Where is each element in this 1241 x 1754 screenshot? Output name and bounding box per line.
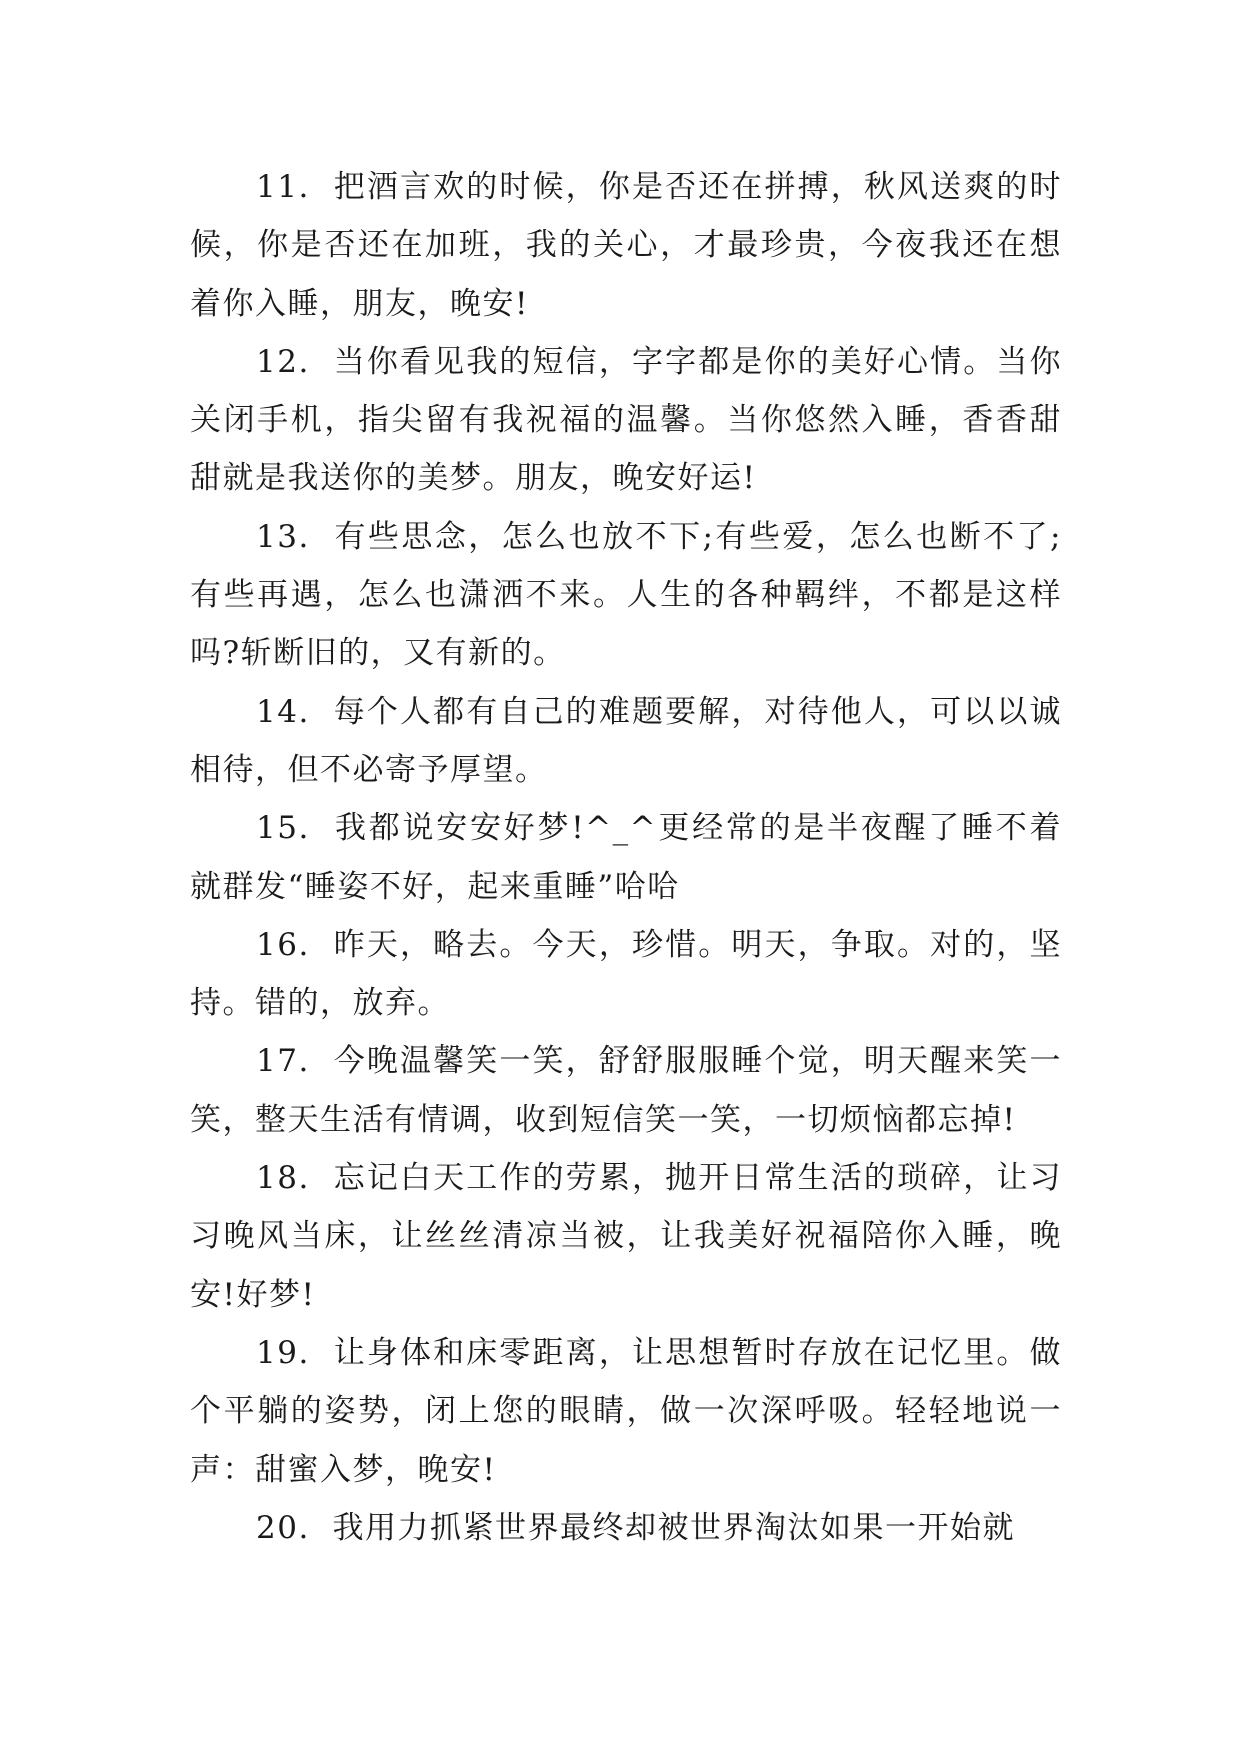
paragraph-text: 每个人都有自己的难题要解，对待他人，可以以诚相待，但不必寄予厚望。 [190,693,1062,788]
paragraph-20 [190,1499,1062,1557]
paragraph-text: 让身体和床零距离，让思想暂时存放在记忆里。做个平躺的姿势，闭上您的眼睛，做一次深呼吸。轻轻地说一声：甜蜜入梦，晚安! [190,1334,1062,1488]
paragraph-11 [190,158,1062,333]
paragraph-number: 16. [256,926,310,963]
paragraph-15 [190,799,1062,916]
paragraph-12 [190,333,1062,508]
document-body [190,158,1062,1557]
paragraph-text: 我用力抓紧世界最终却被世界淘汰如果一开始就 [332,1509,1016,1546]
paragraph-number: 12. [256,343,310,380]
paragraph-18 [190,1149,1062,1324]
paragraph-number: 11. [256,169,310,205]
paragraph-14 [190,683,1062,800]
paragraph-number: 17. [256,1043,310,1080]
paragraph-text: 忘记白天工作的劳累，抛开日常生活的琐碎，让习习晚风当床，让丝丝清凉当被，让我美好祝福陪你入睡，晚安!好梦! [190,1160,1062,1313]
paragraph-number: 19. [256,1334,310,1371]
paragraph-number: 20. [256,1509,310,1546]
paragraph-text: 当你看见我的短信，字字都是你的美好心情。当你关闭手机，指尖留有我祝福的温馨。当你悠然入睡，香香甜甜就是我送你的美梦。朋友，晚安好运! [190,343,1062,497]
paragraph-text: 今晚温馨笑一笑，舒舒服服睡个觉，明天醒来笑一笑，整天生活有情调，收到短信笑一笑，一切烦恼都忘掉! [190,1043,1062,1138]
paragraph-text: 昨天，略去。今天，珍惜。明天，争取。对的，坚持。错的，放弃。 [190,926,1062,1022]
paragraph-17 [190,1032,1062,1149]
paragraph-text: 我都说安安好梦!^_^更经常的是半夜醒了睡不着就群发“睡姿不好，起来重睡”哈哈 [190,810,1063,905]
paragraph-text: 把酒言欢的时候，你是否还在拼搏，秋风送爽的时候，你是否还在加班，我的关心，才最珍贵，今夜我还在想着你入睡，朋友，晚安! [190,169,1062,322]
paragraph-19 [190,1324,1062,1499]
paragraph-number: 18. [256,1160,310,1197]
paragraph-16 [190,916,1062,1033]
paragraph-text: 有些思念，怎么也放不下;有些爱，怎么也断不了;有些再遇，怎么也潇洒不来。人生的各种羁绊，不都是这样吗?斩断旧的，又有新的。 [190,518,1062,672]
paragraph-number: 13. [256,518,310,555]
paragraph-number: 15. [256,810,310,847]
paragraph-13 [190,508,1062,683]
paragraph-number: 14. [256,693,310,730]
